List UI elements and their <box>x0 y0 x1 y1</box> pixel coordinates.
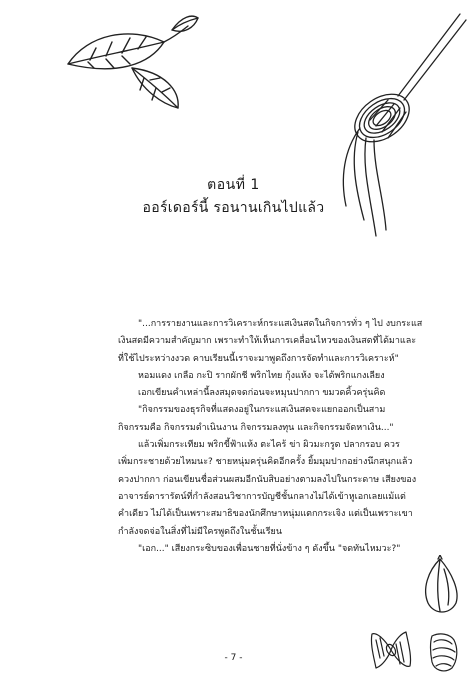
body-line: แล้วเพิ่มกระเทียม พริกขี้ฟ้าแห้ง ตะไคร้ ข่า ผิวมะกรูด ปลากรอบ ควร <box>138 440 400 451</box>
rotini-pasta-icon <box>424 630 464 674</box>
chapter-heading: ตอนที่ 1 <box>207 177 260 193</box>
garlic-clove-icon <box>418 555 464 617</box>
chapter-subtitle: ออร์เดอร์นี้ รอนานเกินไปแล้ว <box>142 200 325 216</box>
body-line: หอมแดง เกลือ กะปิ รากผักชี พริกไทย กุ้งแห้ง จะได้พริกแกงเลียง <box>138 370 385 381</box>
body-line: "เอก..." เสียงกระซิบของเพื่อนชายที่นั่งข้าง ๆ ดังขึ้น "จดทันไหมวะ?" <box>138 543 401 554</box>
basil-leaves-icon <box>60 12 200 122</box>
body-line: "กิจกรรมของธุรกิจที่แสดงอยู่ในกระแสเงินสดจะแยกออกเป็นสาม <box>138 405 386 416</box>
body-line: กิจกรรมคือ กิจกรรมดำเนินงาน กิจกรรมลงทุน และกิจกรรมจัดหาเงิน..." <box>118 422 394 433</box>
body-text <box>118 316 436 558</box>
body-line: "...การรายงานและการวิเคราะห์กระแสเงินสดในกิจการทั่ว ๆ ไป งบกระแส <box>138 319 423 329</box>
body-line: เงินสดมีความสำคัญมาก เพราะทำให้เห็นการเคลื่อนไหวของเงินสดที่ได้มาและ <box>118 336 417 347</box>
farfalle-pasta-icon <box>370 628 412 672</box>
body-line: กำลังจดจ่อในสิ่งที่ไม่มีใครพูดถึงในชั้นเรียน <box>118 526 282 537</box>
body-line: อาจารย์ดารารัตน์ที่กำลังสอนวิชาการบัญชีชั้นกลางไม่ได้เข้าหูเอกเลยแม้แต่ <box>118 491 406 502</box>
body-line: ที่ใช้ไประหว่างงวด คาบเรียนนี้เราจะมาพูดถึงการจัดทำและการวิเคราะห์" <box>118 353 399 364</box>
body-line: ควงปากกา ก่อนเขียนชื่อส่วนผสมอีกนับสิบอย่างตามลงไปในกระดาษ เสียงของ <box>118 474 417 485</box>
body-line: เอกเขียนคำเหล่านี้ลงสมุดจดก่อนจะหมุนปากกา ขมวดคิ้วครุ่นคิด <box>138 388 386 399</box>
body-line: คำเดียว ไม่ได้เป็นเพราะสมาธิของนักศึกษาหนุ่มแตกกระเจิง แต่เป็นเพราะเขา <box>118 509 413 520</box>
body-line: เพิ่มกระชายด้วยไหมนะ? ชายหนุ่มครุ่นคิดอีกครั้ง ยิ้มมุมปากอย่างนึกสนุกแล้ว <box>118 457 413 468</box>
page-number: - 7 - <box>224 653 243 663</box>
